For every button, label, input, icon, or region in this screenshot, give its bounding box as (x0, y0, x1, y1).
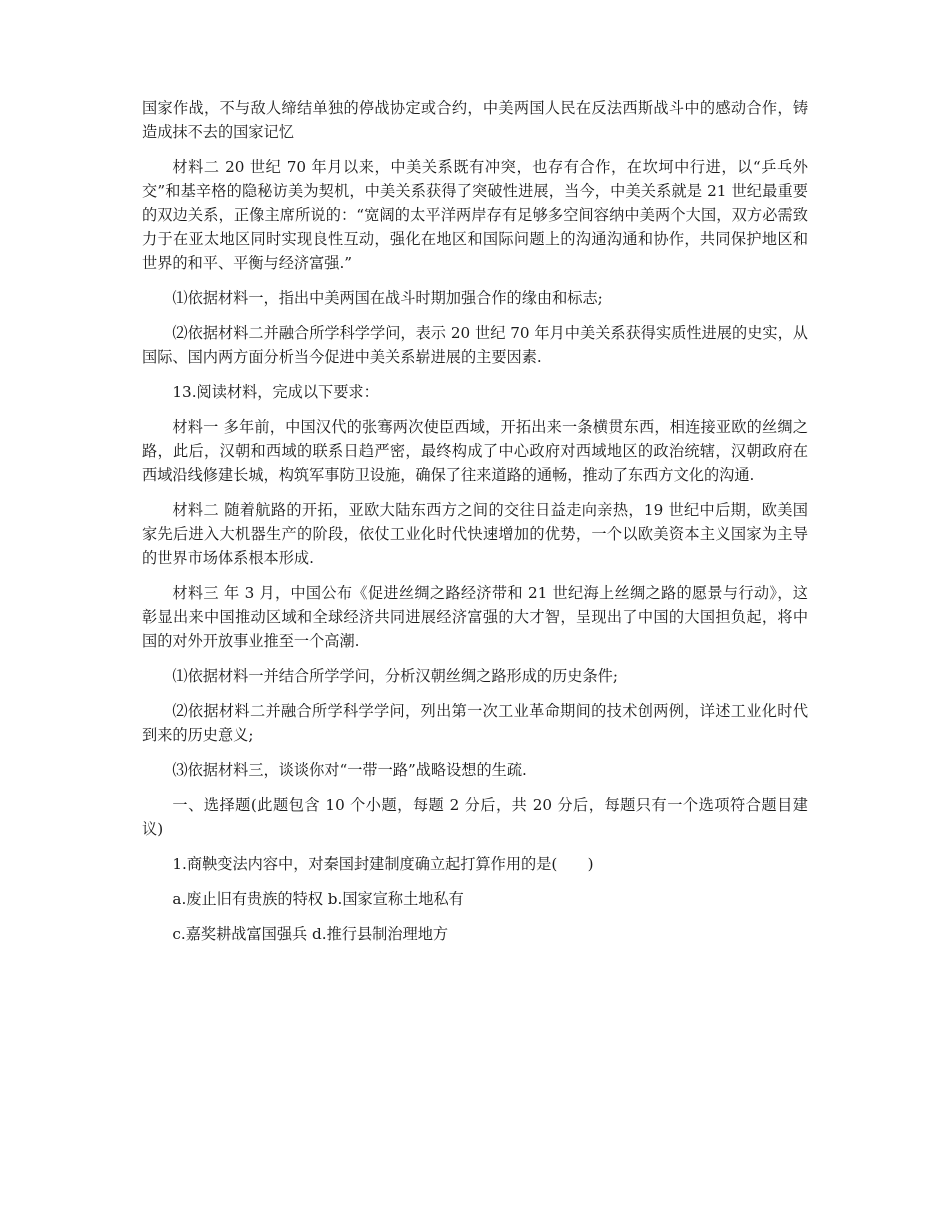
question-13-heading: 13.阅读材料，完成以下要求： (172, 383, 379, 401)
question-13-1: ⑴依据材料一并结合所学学问，分析汉朝丝绸之路形成的历史条件; (172, 667, 618, 685)
choice-options-cd: c.嘉奖耕战富国强兵 d.推行县制治理地方 (172, 925, 449, 943)
question-2: ⑵依据材料二并融合所学科学学问，表示 20 世纪 70 年月中美关系获得实质性进展的史实，从国际、国内两方面分析当今促进中美关系崭进展的主要因素. (142, 324, 808, 366)
paragraph-material-3: 材料三 年 3 月，中国公布《促进丝绸之路经济带和 21 世纪海上丝绸之路的愿景与行动》，这彰显出来中国推动区域和全球经济共同进展经济富强的大才智，呈现出了中国的大国担负起，将中国的对外开放事业推至一个高潮. (142, 584, 808, 650)
question-1: ⑴依据材料一，指出中美两国在战斗时期加强合作的缘由和标志; (172, 289, 603, 307)
choice-question-1: 1.商鞅变法内容中，对秦国封建制度确立起打算作用的是( ) (172, 855, 594, 873)
paragraph-continuation: 国家作战，不与敌人缔结单独的停战协定或合约，中美两国人民在反法西斯战斗中的感动合作，铸造成抹不去的国家记忆 (142, 99, 808, 141)
question-13-3: ⑶依据材料三，谈谈你对“一带一路”战略设想的生疏. (172, 761, 527, 779)
paragraph-material-2: 材料二 20 世纪 70 年月以来，中美关系既有冲突，也存有合作，在坎坷中行进，以“乒乓外交”和基辛格的隐秘访美为契机，中美关系获得了突破性进展，当今，中美关系就是 21 世纪最重要的双边关系，正像主席所说的：“宽阔的太平洋两岸存有足够多空间容纳中美两个大国，双方必需致力于在亚太地区同时实现良性互动，强化在地区和国际问题上的沟通沟通和协作，共同保护地区和世界的和平、平衡与经济富强.” (142, 158, 808, 272)
paragraph-material-1: 材料一 多年前，中国汉代的张骞两次使臣西域，开拓出来一条横贯东西，相连接亚欧的丝绸之路，此后，汉朝和西域的联系日趋严密，最终构成了中心政府对西域地区的政治统辖，汉朝政府在西域沿线修建长城，构筑军事防卫设施，确保了往来道路的通畅，推动了东西方文化的沟通. (142, 418, 808, 484)
question-13-2: ⑵依据材料二并融合所学科学学问，列出第一次工业革命期间的技术创两例，详述工业化时代到来的历史意义; (142, 702, 808, 744)
paragraph-material-2b: 材料二 随着航路的开拓，亚欧大陆东西方之间的交往日益走向亲热，19 世纪中后期，欧美国家先后进入大机器生产的阶段，依仗工业化时代快速增加的优势，一个以欧美资本主义国家为主导的世界市场体系根本形成. (142, 501, 808, 567)
choice-options-ab: a.废止旧有贵族的特权 b.国家宣称土地私有 (172, 890, 464, 908)
section-heading-choice: 一、选择题(此题包含 10 个小题，每题 2 分后，共 20 分后，每题只有一个选项符合题目建议) (142, 796, 808, 838)
